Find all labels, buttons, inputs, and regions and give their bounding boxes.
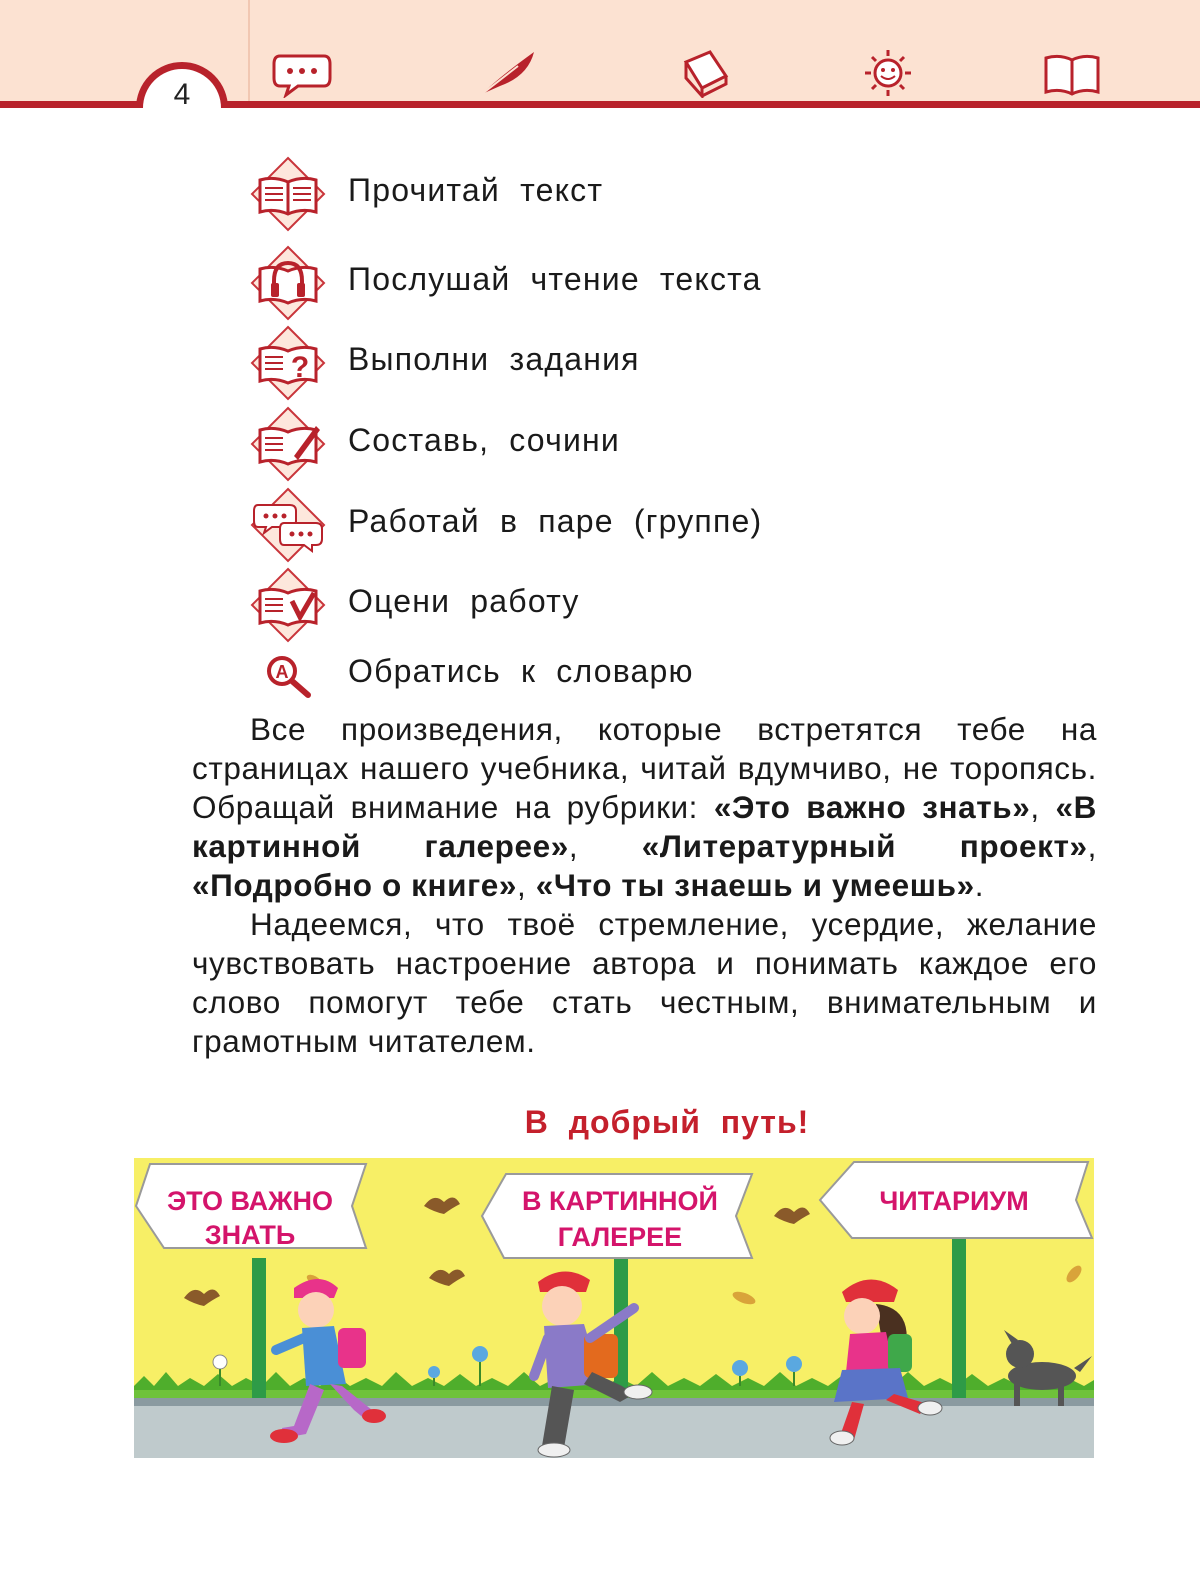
para1-text: Все произведения, которые встретятся тебе на страницах нашего учебника, читай вдумчиво, не торопясь. Обращай внимание на рубрики:	[192, 711, 1097, 825]
page-number: 4	[173, 78, 191, 111]
sign-important-line2: ЗНАТЬ	[204, 1220, 296, 1250]
closed-book-icon	[676, 48, 736, 98]
legend-label: Прочитай текст	[348, 172, 604, 208]
speech-bubbles-icon	[272, 48, 332, 98]
header-divider	[248, 0, 250, 101]
open-book-icon	[1042, 48, 1102, 98]
sign-post	[252, 1258, 266, 1398]
legend-label: Работай в паре (группе)	[348, 503, 763, 539]
sign-chitarium-text: ЧИТАРИУМ	[879, 1186, 1029, 1216]
curb	[134, 1398, 1094, 1406]
dictionary-magnifier-icon	[250, 637, 326, 713]
sign-post	[614, 1258, 628, 1398]
road-signs-illustration	[134, 1158, 1094, 1458]
legend-label: Составь, сочини	[348, 422, 620, 458]
svg-text:A: A	[275, 662, 289, 682]
svg-text:?: ?	[290, 351, 310, 384]
rubric-skills: «Что ты знаешь и умеешь»	[535, 867, 975, 903]
legend-label: Обратись к словарю	[348, 653, 694, 689]
rubric-book: «Подробно о книге»	[192, 867, 518, 903]
closing-phrase: В добрый путь!	[524, 1104, 810, 1140]
sign-important-line1: ЭТО ВАЖНО	[166, 1186, 334, 1216]
legend-label: Послушай чтение текста	[348, 261, 762, 297]
pair-talk-icon	[250, 487, 326, 563]
smiling-sun-icon	[858, 48, 918, 98]
question-book-icon	[250, 325, 326, 401]
read-book-icon	[250, 156, 326, 232]
rubric-gallery: «В картинной галерее»	[192, 789, 1097, 864]
legend-label: Выполни задания	[348, 341, 640, 377]
intro-paragraph: Все произведения, которые встретятся тебе на страницах нашего учебника, читай вдумчиво, не торопясь. Обращай внимание на рубрики: «Это важно знать», «В картинной галерее», «Литературный проект», «Подробно о книге», «Что ты знаешь и умеешь». Надеемся, что твоё стремление, усердие, желание чувствовать настроение автора и понимать каждое его слово помогут тебе стать честным, внимательным и грамотным читателем.	[192, 711, 1097, 1059]
badge-cover	[120, 108, 250, 168]
feather-quill-icon	[478, 48, 538, 98]
sign-gallery-line2: ГАЛЕРЕЕ	[557, 1222, 683, 1252]
legend-label: Оцени работу	[348, 583, 580, 619]
sign-post	[952, 1238, 966, 1398]
checkmark-book-icon	[250, 567, 326, 643]
rubric-project: «Литературный проект»	[641, 828, 1088, 864]
pen-book-icon	[250, 406, 326, 482]
headphones-book-icon	[250, 245, 326, 321]
rubric-important: «Это важно знать»	[713, 789, 1031, 825]
wishes-paragraph: Надеемся, что твоё стремление, усердие, желание чувствовать настроение автора и понимать каждое его слово помогут тебе стать честным, внимательным и грамотным читателем.	[192, 906, 1097, 1059]
sign-gallery-line1: В КАРТИННОЙ	[522, 1186, 718, 1216]
